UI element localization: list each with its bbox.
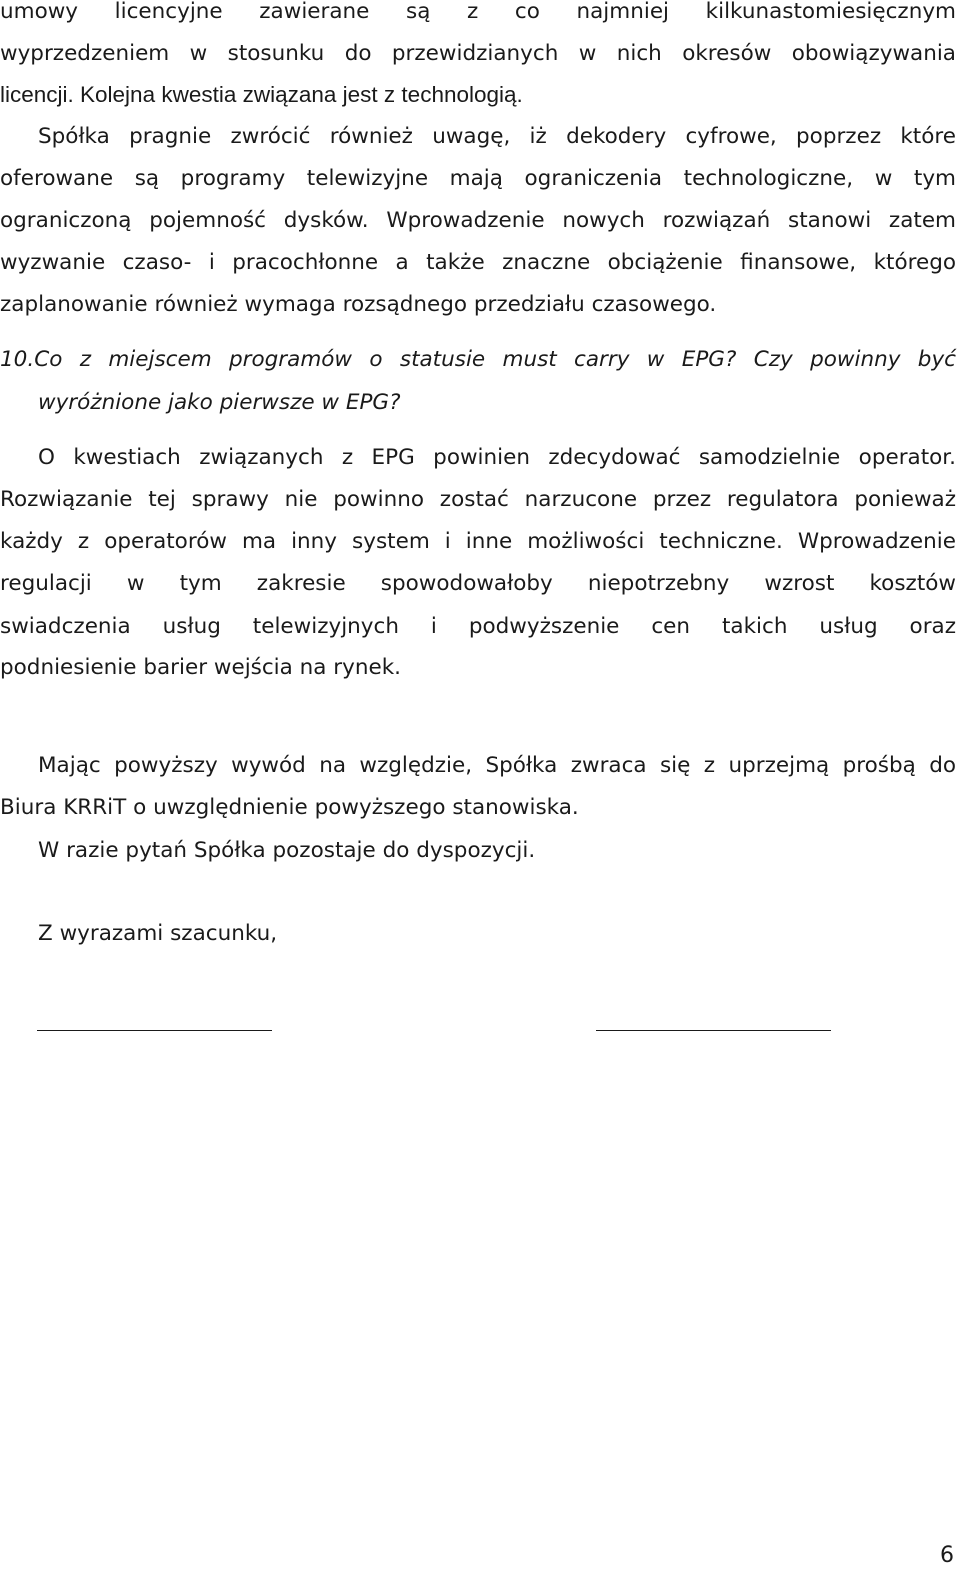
paragraph-1-line: wyprzedzeniem w stosunku do przewidzianych w nich okresów obowiązywania (0, 41, 956, 66)
closing-line: Biura KRRiT o uwzględnienie powyższego stanowiska. (0, 795, 579, 820)
signature-line-left (37, 1012, 272, 1031)
salutation: Z wyrazami szacunku, (38, 921, 278, 946)
paragraph-1-line: umowy licencyjne zawierane są z co najmniej kilkunastomiesięcznym (0, 0, 956, 24)
signature-line-right (596, 1012, 831, 1031)
answer-line: każdy z operatorów ma inny system i inne możliwości techniczne. Wprowadzenie (0, 529, 956, 554)
question-heading: wyróżnione jako pierwsze w EPG? (38, 390, 401, 415)
answer-line: Rozwiązanie tej sprawy nie powinno zostać narzucone przez regulatora ponieważ (0, 487, 956, 512)
paragraph-2-line: wyzwanie czaso- i pracochłonne a także znaczne obciążenie finansowe, którego (0, 250, 956, 275)
closing-line: Mając powyższy wywód na względzie, Spółka zwraca się z uprzejmą prośbą do (38, 753, 956, 778)
page-number: 6 (940, 1543, 954, 1568)
paragraph-1-line: licencji. Kolejna kwestia związana jest z technologią. (0, 82, 523, 107)
answer-line: O kwestiach związanych z EPG powinien zdecydować samodzielnie operator. (38, 445, 956, 470)
question-heading: 10.Co z miejscem programów o statusie must carry w EPG? Czy powinny być (0, 347, 956, 372)
paragraph-2-line: zaplanowanie również wymaga rozsądnego przedziału czasowego. (0, 292, 717, 317)
answer-line: swiadczenia usług telewizyjnych i podwyższenie cen takich usług oraz (0, 614, 956, 639)
answer-line: regulacji w tym zakresie spowodowałoby niepotrzebny wzrost kosztów (0, 571, 956, 596)
paragraph-2-line: ograniczoną pojemność dysków. Wprowadzenie nowych rozwiązań stanowi zatem (0, 208, 956, 233)
paragraph-2-line: oferowane są programy telewizyjne mają ograniczenia technologiczne, w tym (0, 166, 956, 191)
closing-line: W razie pytań Spółka pozostaje do dyspozycji. (38, 838, 536, 863)
paragraph-2-line: Spółka pragnie zwrócić również uwagę, iż dekodery cyfrowe, poprzez które (38, 124, 956, 149)
answer-line: podniesienie barier wejścia na rynek. (0, 655, 402, 680)
